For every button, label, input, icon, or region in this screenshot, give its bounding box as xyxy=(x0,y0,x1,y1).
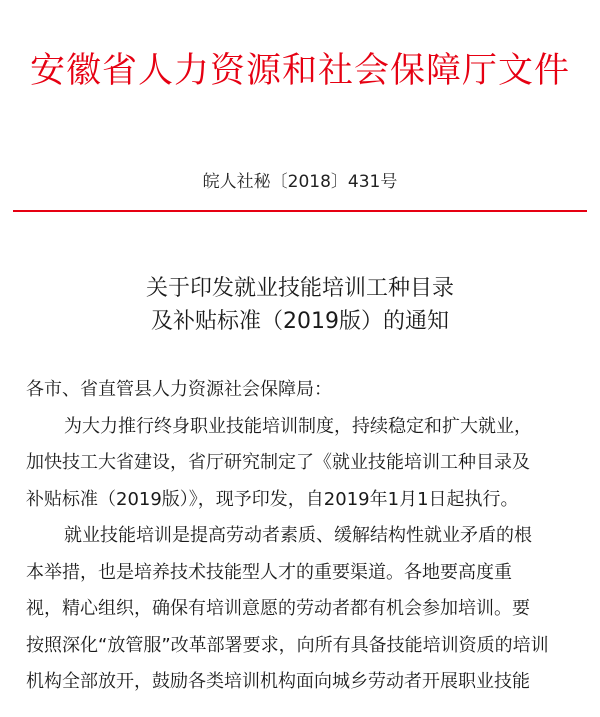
paragraph-1-line-2: 加快技工大省建设，省厅研究制定了《就业技能培训工种目录及 xyxy=(26,452,530,473)
paragraph-2-line-3: 视，精心组织，确保有培训意愿的劳动者都有机会参加培训。要 xyxy=(26,598,530,619)
red-divider-line xyxy=(13,210,587,212)
salutation xyxy=(26,372,582,409)
document-title-line-1: 关于印发就业技能培训工种目录 xyxy=(145,276,454,301)
paragraph-2-line-1: 就业技能培训是提高劳动者素质、缓解结构性就业矛盾的根 xyxy=(64,525,532,546)
paragraph-1-line-3: 补贴标准（2019版）》，现予印发，自2019年1月1日起执行。 xyxy=(26,488,519,510)
paragraph-2-line-4: 按照深化“放管服”改革部署要求，向所有具备技能培训资质的培训 xyxy=(26,634,549,656)
paragraph-2 xyxy=(26,518,582,701)
document-title xyxy=(0,272,600,338)
paragraph-1 xyxy=(26,409,582,519)
paragraph-1-line-1: 为大力推行终身职业技能培训制度，持续稳定和扩大就业， xyxy=(64,415,532,437)
document-number: 皖人社秘〔2018〕431号 xyxy=(202,172,398,192)
salutation-line: 各市、省直管县人力资源社会保障局： xyxy=(26,379,332,400)
paragraph-2-line-2: 本举措，也是培养技术技能型人才的重要渠道。各地要高度重 xyxy=(26,561,512,583)
document-header-title: 安徽省人力资源和社会保障厅文件 xyxy=(29,51,570,91)
document-title-line-2: 及补贴标准（2019版）的通知 xyxy=(151,309,449,334)
document-body xyxy=(26,372,582,701)
paragraph-2-line-5: 机构全部放开，鼓励各类培训机构面向城乡劳动者开展职业技能 xyxy=(26,671,530,692)
